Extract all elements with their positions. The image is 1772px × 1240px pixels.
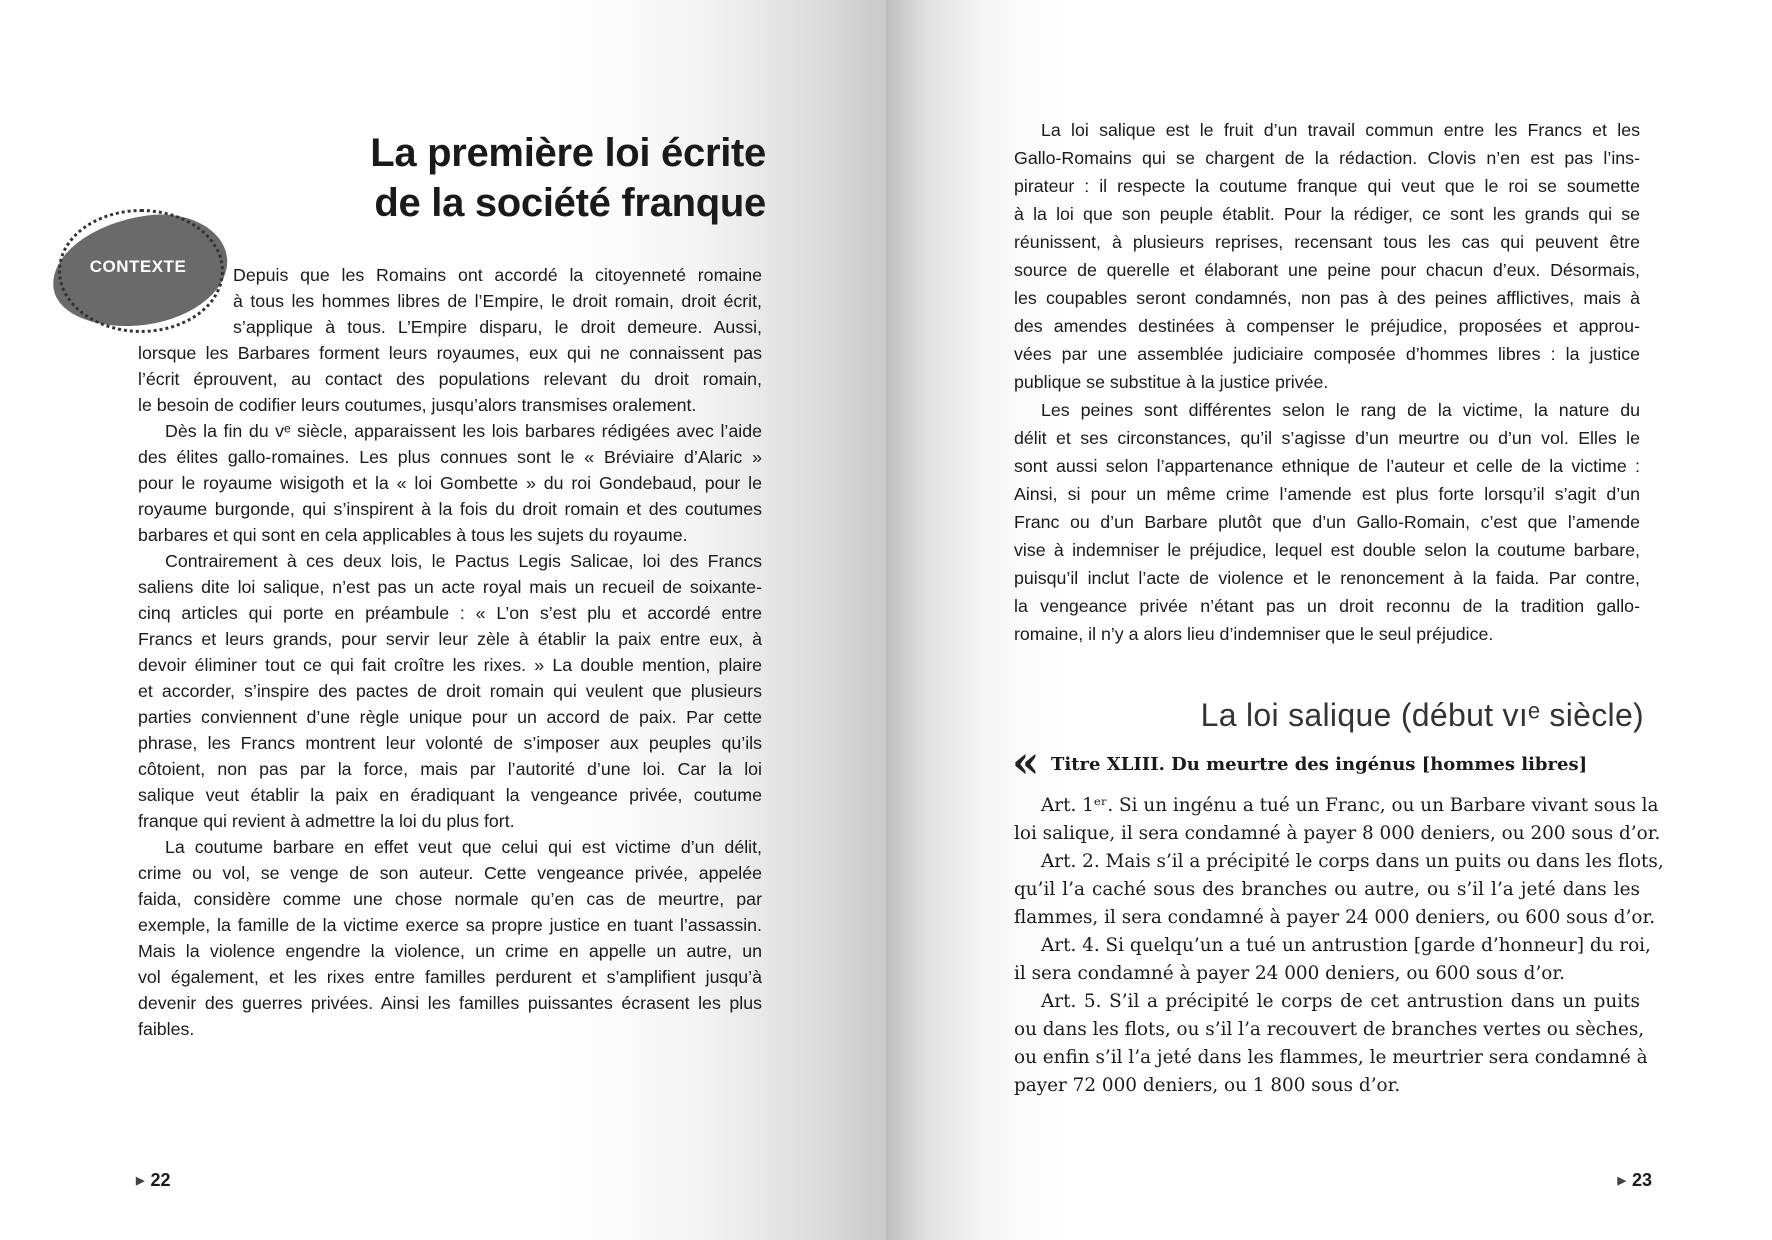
text-line: Dès la fin du vᵉ siècle, apparaissent les lois barbares rédigées avec l’aide — [165, 421, 762, 441]
page-number — [1618, 1170, 1653, 1191]
text-line: faida, considère comme une chose normale qu’en cas de meurtre, par — [138, 889, 762, 909]
text-line: sont aussi selon l’appartenance ethnique de l’auteur et celle de la victime : — [1014, 456, 1640, 476]
text-line: à la loi que son peuple établit. Pour la rédiger, ce sont les grands qui se — [1014, 204, 1640, 224]
section-subtitle: La loi salique (début vıᵉ siècle) — [1200, 697, 1644, 733]
text-line: puisqu’il inclut l’acte de violence et le renoncement à la faida. Par contre, — [1014, 568, 1640, 588]
badge-label: CONTEXTE — [89, 257, 187, 276]
quote-mark-icon: « — [1012, 737, 1040, 788]
text-line: Depuis que les Romains ont accordé la citoyenneté romaine — [233, 265, 762, 285]
text-line: vol également, et les rixes entre familles perdurent et s’amplifient jusqu’à — [138, 967, 762, 987]
text-line: exemple, la famille de la victime exerce sa propre justice en tuant l’assassin. — [138, 915, 762, 935]
page-number-value: 22 — [150, 1170, 171, 1190]
folio-arrow-icon: ▶ — [136, 1175, 145, 1187]
right-page — [886, 0, 1772, 1240]
text-line: franque qui revient à admettre la loi du plus fort. — [138, 811, 515, 831]
text-line: publique se substitue à la justice privée. — [1014, 372, 1329, 392]
text-line: crime ou vol, se venge de son auteur. Cette vengeance privée, appelée — [138, 863, 762, 883]
text-line: et accorder, s’inspire des pactes de droit romain qui veulent que plusieurs — [138, 681, 762, 701]
text-line: romaine, il n’y a alors lieu d’indemniser que le seul préjudice. — [1014, 624, 1494, 644]
text-line: saliens dite loi salique, n’est pas un acte royal mais un recueil de soixante- — [138, 577, 762, 597]
text-line: Les peines sont différentes selon le rang de la victime, la nature du — [1041, 400, 1640, 420]
text-line: devoir éliminer tout ce qui fait croître les rixes. » La double mention, plaire — [138, 655, 762, 675]
text-line: Franc ou d’un Barbare plutôt que d’un Gallo-Romain, c’est que l’amende — [1014, 512, 1640, 532]
text-line: la vengeance privée n’étant pas un droit reconnu de la tradition gallo- — [1014, 596, 1640, 616]
text-line: royaume burgonde, qui s’inspirent à la fois du droit romain et des coutumes — [138, 499, 762, 519]
text-line: source de querelle et élaborant une peine pour chacun d’eux. Désormais, — [1014, 260, 1640, 280]
text-line: pour le royaume wisigoth et la « loi Gombette » du roi Gondebaud, pour le — [138, 473, 762, 493]
text-line: barbares et qui sont en cela applicables à tous les sujets du royaume. — [138, 525, 688, 545]
title-line-1: La première loi écrite — [370, 131, 766, 175]
text-line: Mais la violence engendre la violence, un crime en appelle un autre, un — [138, 941, 762, 961]
text-line: vées par une assemblée judiciaire composée d’hommes libres : la justice — [1014, 344, 1640, 364]
quote-line: payer 72 000 deniers, ou 1 800 sous d’or. — [1014, 1075, 1401, 1096]
text-line: lorsque les Barbares forment leurs royaumes, eux qui ne connaissent pas — [138, 343, 762, 363]
text-line: Contrairement à ces deux lois, le Pactus Legis Salicae, loi des Francs — [165, 551, 762, 571]
title-line-2: de la société franque — [374, 181, 766, 225]
quote-line: ou enfin s’il l’a jeté dans les flammes, le meurtrier sera condamné à — [1014, 1047, 1648, 1068]
page-number-value: 23 — [1631, 1170, 1652, 1190]
quote-line: Art. 2. Mais s’il a précipité le corps dans un puits ou dans les flots, — [1041, 851, 1664, 872]
text-line: devenir des guerres privées. Ainsi les familles puissantes écrasent les plus — [138, 993, 762, 1013]
quote-line: qu’il l’a caché sous des branches ou autre, ou s’il l’a jeté dans les — [1014, 879, 1640, 900]
text-line: réunissent, à plusieurs reprises, recensant tous les cas qui peuvent être — [1014, 232, 1640, 252]
page-number — [136, 1170, 171, 1191]
text-line: La coutume barbare en effet veut que celui qui est victime d’un délit, — [165, 837, 762, 857]
text-line: côtoient, non pas par la force, mais par l’autorité d’une loi. Car la loi — [138, 759, 762, 779]
quote-line: il sera condamné à payer 24 000 deniers, ou 600 sous d’or. — [1014, 963, 1565, 984]
text-line: le besoin de codifier leurs coutumes, jusqu’alors transmises oralement. — [138, 395, 697, 415]
text-line: des amendes destinées à compenser le préjudice, proposées et approu- — [1014, 316, 1640, 336]
text-line: cinq articles qui porte en préambule : « L’on s’est plu et accordé entre — [138, 603, 762, 623]
text-line: Francs et leurs grands, pour servir leur zèle à établir la paix entre eux, à — [138, 629, 762, 649]
text-line: les coupables seront condamnés, non pas à des peines afflictives, mais à — [1014, 288, 1640, 308]
text-line: Ainsi, si pour un même crime l’amende est plus forte lorsqu’il s’agit d’un — [1014, 484, 1640, 504]
folio-arrow-icon: ▶ — [1617, 1175, 1626, 1187]
context-badge — [48, 205, 238, 335]
quote-line: Art. 4. Si quelqu’un a tué un antrustion [garde d’honneur] du roi, — [1041, 935, 1651, 956]
text-line: faibles. — [138, 1019, 195, 1039]
quote-line: flammes, il sera condamné à payer 24 000 deniers, ou 600 sous d’or. — [1014, 907, 1656, 928]
text-line: à tous les hommes libres de l’Empire, le droit romain, droit écrit, — [233, 291, 762, 311]
quote-line: ou dans les flots, ou s’il l’a recouvert de branches vertes ou sèches, — [1014, 1019, 1645, 1040]
text-line: s’applique à tous. L’Empire disparu, le droit demeure. Aussi, — [233, 317, 762, 337]
text-line: Gallo-Romains qui se chargent de la rédaction. Clovis n’en est pas l’ins- — [1014, 148, 1640, 168]
text-line: pirateur : il respecte la coutume franque qui veut que le roi se soumette — [1014, 176, 1640, 196]
quote-line: Art. 1ᵉʳ. Si un ingénu a tué un Franc, ou un Barbare vivant sous la — [1041, 795, 1659, 816]
text-line: salique veut établir la paix en éradiquant la vengeance privée, coutume — [138, 785, 762, 805]
text-line: des élites gallo-romaines. Les plus connues sont le « Bréviaire d’Alaric » — [138, 447, 762, 467]
quote-line: loi salique, il sera condamné à payer 8 000 deniers, ou 200 sous d’or. — [1014, 823, 1661, 844]
text-line: délit et ses circonstances, qu’il s’agisse d’un meurtre ou d’un vol. Elles le — [1014, 428, 1640, 448]
quote-line: Art. 5. S’il a précipité le corps de cet antrustion dans un puits — [1041, 991, 1640, 1012]
text-line: l’écrit éprouvent, au contact des populations relevant du droit romain, — [138, 369, 762, 389]
text-line: parties conviennent d’une règle unique pour un accord de paix. Par cette — [138, 707, 762, 727]
text-line: phrase, les Francs montrent leur volonté de s’imposer aux peuples qu’ils — [138, 733, 762, 753]
page-title — [370, 128, 766, 228]
quote-title: Titre XLIII. Du meurtre des ingénus [hommes libres] — [1051, 754, 1588, 775]
text-line: La loi salique est le fruit d’un travail commun entre les Francs et les — [1041, 120, 1640, 140]
text-line: vise à indemniser le préjudice, lequel est double selon la coutume barbare, — [1014, 540, 1640, 560]
